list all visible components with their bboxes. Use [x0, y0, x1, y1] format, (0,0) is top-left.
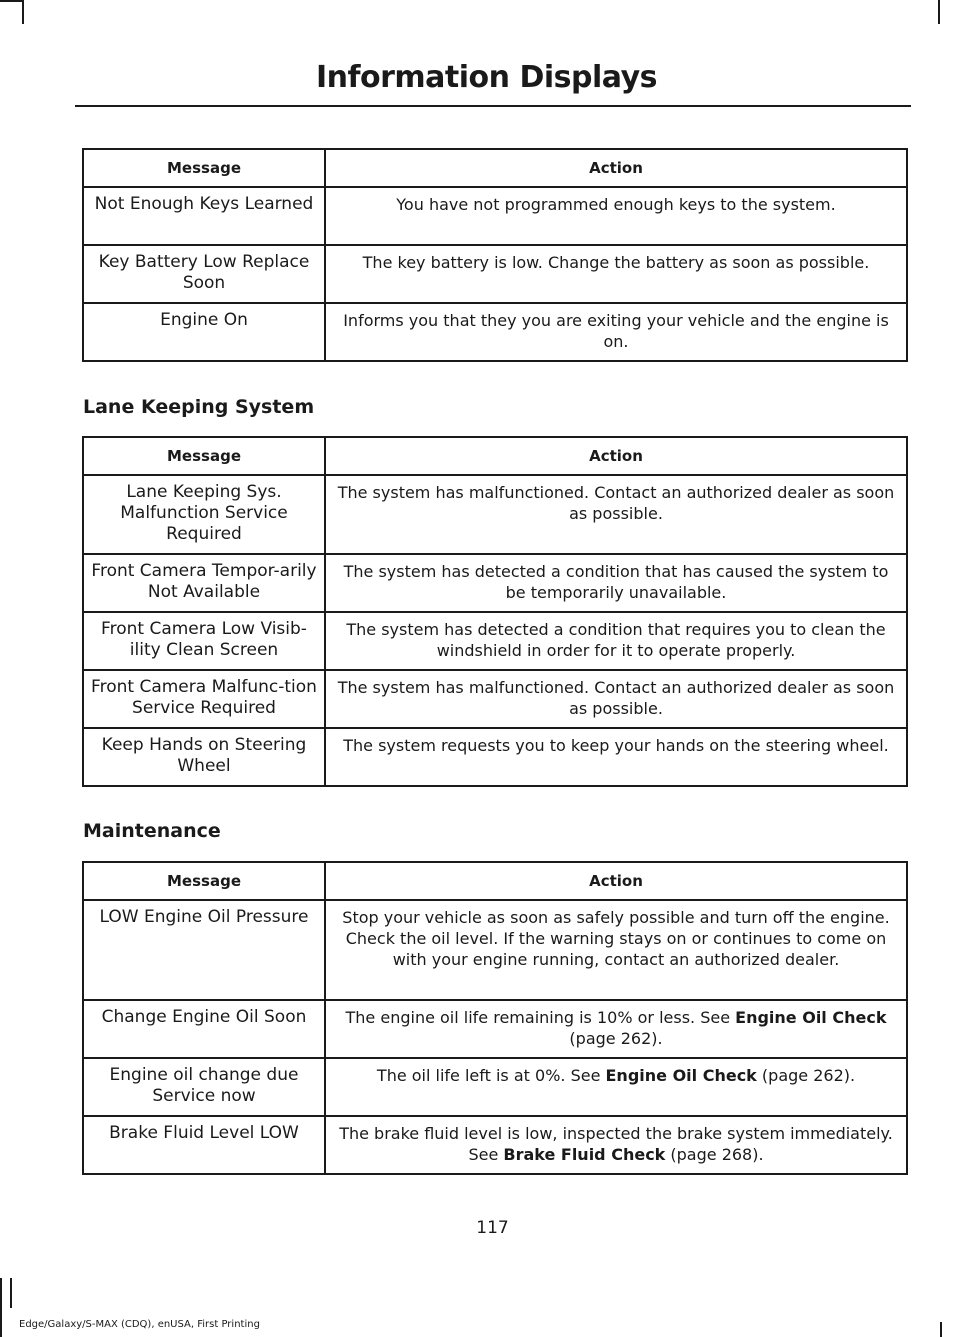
section-title-lane-keeping: Lane Keeping System [83, 396, 315, 418]
action-cell: The system requests you to keep your hands on the steering wheel. [325, 728, 907, 786]
message-cell: Change Engine Oil Soon [83, 1000, 325, 1058]
cross-reference-link[interactable]: Engine Oil Check [605, 1066, 757, 1085]
table-row [83, 1058, 907, 1116]
crop-mark-top-left-v [22, 0, 24, 24]
page-reference: (page 262). [569, 1029, 663, 1048]
table-row [83, 900, 907, 1000]
message-cell: Key Battery Low Replace Soon [83, 245, 325, 303]
message-cell: Not Enough Keys Learned [83, 187, 325, 245]
column-header-message: Message [83, 862, 325, 900]
table-row [83, 728, 907, 786]
action-cell: The system has detected a condition that requires you to clean the windshield in order for it to operate properly. [325, 612, 907, 670]
column-header-message: Message [83, 437, 325, 475]
cross-reference-link[interactable]: Brake Fluid Check [503, 1145, 666, 1164]
action-cell [325, 1058, 907, 1116]
header-rule [75, 105, 911, 107]
message-cell: Keep Hands on Steering Wheel [83, 728, 325, 786]
table-row [83, 554, 907, 612]
section-title-maintenance: Maintenance [83, 820, 221, 842]
crop-mark-top-left [0, 0, 24, 2]
lane-keeping-table [82, 436, 908, 787]
message-cell: Brake Fluid Level LOW [83, 1116, 325, 1174]
action-text: The engine oil life remaining is 10% or less. See [345, 1008, 736, 1027]
page-reference: (page 262). [756, 1066, 856, 1085]
column-header-action: Action [325, 149, 907, 187]
cross-reference-link[interactable]: Engine Oil Check [735, 1008, 887, 1027]
column-header-message: Message [83, 149, 325, 187]
table-row [83, 612, 907, 670]
action-cell: The system has malfunctioned. Contact an authorized dealer as soon as possible. [325, 475, 907, 554]
message-cell: Front Camera Malfunc-tion Service Required [83, 670, 325, 728]
table-row [83, 1116, 907, 1174]
action-cell: You have not programmed enough keys to the system. [325, 187, 907, 245]
message-cell: LOW Engine Oil Pressure [83, 900, 325, 1000]
action-cell [325, 1116, 907, 1174]
table-row [83, 303, 907, 361]
message-cell: Lane Keeping Sys. Malfunction Service Required [83, 475, 325, 554]
message-cell: Front Camera Low Visib-ility Clean Screen [83, 612, 325, 670]
page-reference: (page 268). [665, 1145, 764, 1164]
crop-mark-bottom-right [940, 1322, 942, 1337]
table-row [83, 1000, 907, 1058]
key-messages-table [82, 148, 908, 362]
action-cell: Informs you that they you are exiting your vehicle and the engine is on. [325, 303, 907, 361]
action-text: The brake fluid level is low, inspected the brake system immediately. See [339, 1124, 893, 1164]
message-cell: Engine On [83, 303, 325, 361]
column-header-action: Action [325, 862, 907, 900]
column-header-action: Action [325, 437, 907, 475]
table-row [83, 670, 907, 728]
crop-mark-bottom-left-v [10, 1278, 12, 1308]
page-header-title: Information Displays [315, 60, 657, 95]
table-header-row [83, 437, 907, 475]
message-cell: Front Camera Tempor-arily Not Available [83, 554, 325, 612]
table-row [83, 187, 907, 245]
table-row [83, 475, 907, 554]
action-cell [325, 1000, 907, 1058]
action-cell: Stop your vehicle as soon as safely possible and turn off the engine. Check the oil level. If the warning stays on or continues to come on with your engine running, contact an authorized dealer. [325, 900, 907, 1000]
action-cell: The system has malfunctioned. Contact an authorized dealer as soon as possible. [325, 670, 907, 728]
page-number: 117 [476, 1218, 509, 1238]
maintenance-table [82, 861, 908, 1175]
table-row [83, 245, 907, 303]
table-header-row [83, 149, 907, 187]
message-cell: Engine oil change due Service now [83, 1058, 325, 1116]
footer-edition: Edge/Galaxy/S-MAX (CDQ), enUSA, First Printing [19, 1319, 260, 1330]
action-text: The oil life left is at 0%. See [376, 1066, 606, 1085]
action-cell: The system has detected a condition that has caused the system to be temporarily unavailable. [325, 554, 907, 612]
crop-mark-top-right [938, 0, 940, 24]
action-cell: The key battery is low. Change the battery as soon as possible. [325, 245, 907, 303]
crop-mark-bottom-left [0, 1278, 2, 1337]
table-header-row [83, 862, 907, 900]
